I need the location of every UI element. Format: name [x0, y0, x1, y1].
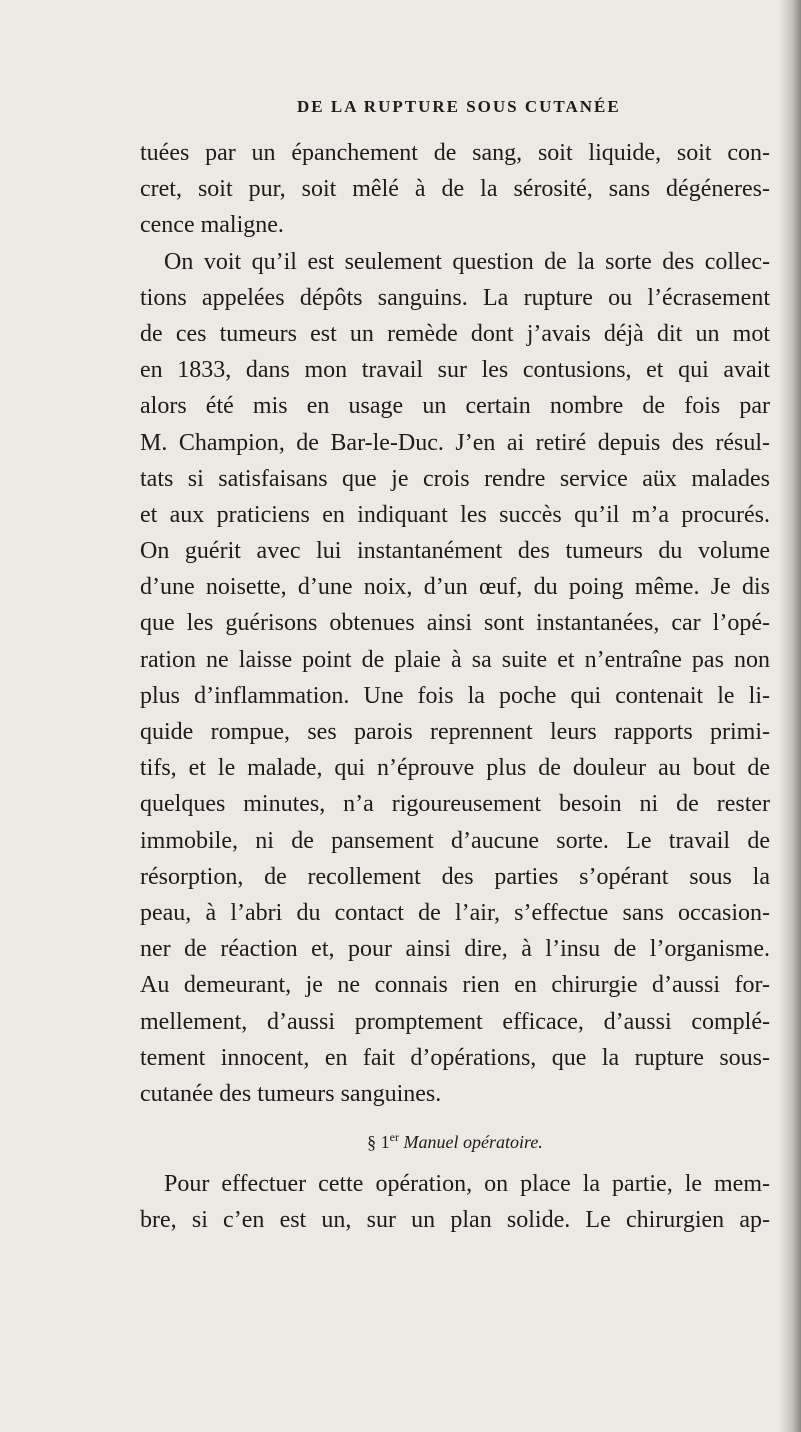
- text-line: M. Champion, de Bar-le-Duc. J’en ai retiré depuis des résul-: [140, 429, 770, 456]
- text-line: mellement, d’aussi promptement efficace, d’aussi complé-: [140, 1008, 770, 1035]
- text-line: peau, à l’abri du contact de l’air, s’effectue sans occasion-: [140, 899, 770, 926]
- text-line: alors été mis en usage un certain nombre de fois par: [140, 393, 770, 420]
- text-line: que les guérisons obtenues ainsi sont instantanées, car l’opé-: [140, 610, 770, 637]
- section-title: Manuel opératoire.: [403, 1132, 543, 1153]
- text-line: tifs, et le malade, qui n’éprouve plus de douleur au bout de: [140, 755, 770, 782]
- text-line: immobile, ni de pansement d’aucune sorte. Le travail de: [140, 827, 770, 854]
- text-line: ration ne laisse point de plaie à sa suite et n’entraîne pas non: [140, 646, 770, 673]
- text-line: bre, si c’en est un, sur un plan solide. Le chirurgien ap-: [140, 1207, 770, 1234]
- section-number-superscript: er: [389, 1130, 399, 1145]
- section-number: 1: [380, 1132, 390, 1153]
- text-line: Au demeurant, je ne connais rien en chirurgie d’aussi for-: [140, 972, 770, 999]
- text-line: quelques minutes, n’a rigoureusement besoin ni de rester: [140, 791, 770, 818]
- text-line: plus d’inflammation. Une fois la poche qui contenait le li-: [140, 682, 770, 709]
- body-text: [140, 135, 770, 1238]
- text-line: ner de réaction et, pour ainsi dire, à l’insu de l’organisme.: [140, 936, 770, 963]
- text-line: résorption, de recollement des parties s’opérant sous la: [140, 863, 770, 890]
- text-line: cence maligne.: [140, 212, 284, 239]
- text-line: et aux praticiens en indiquant les succès qu’il m’a procurés.: [140, 501, 770, 528]
- text-line: tions appelées dépôts sanguins. La rupture ou l’écrasement: [140, 284, 770, 311]
- running-head: DE LA RUPTURE SOUS CUTANÉE: [297, 97, 621, 116]
- text-line: d’une noisette, d’une noix, d’un œuf, du poing même. Je dis: [140, 574, 770, 601]
- text-line: On guérit avec lui instantanément des tumeurs du volume: [140, 538, 770, 565]
- text-line: tement innocent, en fait d’opérations, que la rupture sous-: [140, 1044, 770, 1071]
- text-line: de ces tumeurs est un remède dont j’avais déjà dit un mot: [140, 320, 770, 347]
- page-edge-shadow: [779, 0, 801, 1432]
- text-line: tuées par un épanchement de sang, soit liquide, soit con-: [140, 140, 770, 166]
- text-line: On voit qu’il est seulement question de la sorte des collec-: [164, 248, 770, 275]
- text-line: cret, soit pur, soit mêlé à de la sérosité, sans dégéneres-: [140, 176, 770, 203]
- text-line: en 1833, dans mon travail sur les contusions, et qui avait: [140, 357, 770, 384]
- text-line: quide rompue, ses parois reprennent leurs rapports primi-: [140, 719, 770, 745]
- section-heading: [140, 1112, 770, 1166]
- text-line: cutanée des tumeurs sanguines.: [140, 1080, 442, 1107]
- section-symbol: §: [367, 1132, 377, 1153]
- text-line: tats si satisfaisans que je crois rendre service aüx malades: [140, 465, 770, 492]
- text-line: Pour effectuer cette opération, on place la partie, le mem-: [164, 1171, 770, 1198]
